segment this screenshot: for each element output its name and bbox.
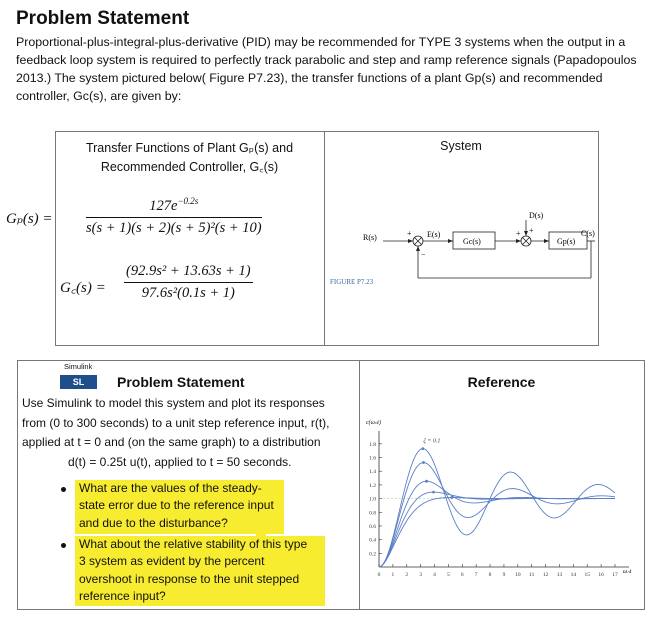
controller-label: Gc(s) [463,237,481,246]
x-tick-label: 16 [598,572,604,578]
response-curve [379,498,615,567]
gp-lhs: Gₚ(s) = [6,211,53,227]
svg-text:−: − [421,250,426,259]
x-tick-label: 5 [447,572,450,578]
gc-lhs: G꜀(s) = [60,280,106,296]
x-tick-label: 14 [570,572,577,578]
x-tick-label: 12 [542,572,549,578]
response-curve [379,463,615,567]
left-column-header: Transfer Functions of Plant Gₚ(s) and Recommended Controller, G꜀(s) [85,141,294,174]
x-tick-label: 11 [529,572,535,578]
response-curve [379,492,615,567]
question-2: What about the relative stability of this type 3 system as evident by the percent overshoot in response to the unit stepped reference input? [79,537,308,604]
y-tick-label: 0.4 [369,537,376,544]
plant-label: Gp(s) [557,237,576,246]
step-response-chart [360,425,642,585]
gp-numerator: $127e^{-0.2s}$ [86,196,262,218]
figure-label: FIGURE P7.23 [330,278,374,286]
bullet-dot [61,487,66,492]
page-title: Problem Statement [16,8,190,29]
sl-badge: SL [60,375,97,389]
peak-marker [425,480,428,483]
y-tick-label: 1.0 [369,496,376,503]
output-label: C(s) [581,229,595,238]
x-tick-label: 3 [419,572,423,578]
x-tick-label: 0 [377,572,381,578]
y-tick-label: 0.8 [369,510,376,517]
reference-header: Reference [467,374,536,390]
disturbance-label: D(s) [529,211,544,220]
x-tick-label: 4 [433,572,436,578]
error-label: E(s) [427,230,441,239]
x-tick-label: 7 [474,572,478,578]
gc-numerator: (92.9s² + 13.63s + 1) [124,263,253,283]
peak-marker [422,461,425,464]
gp-fraction [86,196,262,237]
svg-text:+: + [529,226,534,235]
y-tick-label: 0.6 [369,523,376,530]
zeta-annotation: ζ = 0.1 [423,438,441,445]
x-tick-label: 15 [584,572,590,578]
x-tick-label: 13 [556,572,563,578]
y-tick-label: 1.2 [369,482,376,489]
bullet-dot [61,543,66,548]
intro-paragraph: Proportional-plus-integral-plus-derivative (PID) may be recommended for TYPE 3 systems when the output in a feedback loop system is required to perfectly track parabolic and step and ramp reference signals (Papadopoulos 2013.) The system pictured below( Figure P7.23), the transfer functions of a plant Gp(s) and recommended controller, Gc(s), are given by: [16,35,637,103]
gp-denominator: s(s + 1)(s + 2)(s + 5)²(s + 10) [86,219,262,236]
x-tick-label: 2 [405,572,409,578]
y-tick-label: 1.4 [369,469,376,476]
simulink-label: Simulink [64,362,93,371]
gc-denominator: 97.6s²(0.1s + 1) [141,285,235,301]
x-tick-label: 10 [515,572,521,578]
chart-xlabel: ωₙt [623,569,632,575]
svg-text:+: + [516,229,521,238]
gc-fraction [124,263,253,302]
peak-marker [450,496,453,499]
x-tick-label: 17 [612,572,618,578]
task-text: Use Simulink to model this system and plot its responses from (0 to 300 seconds) to a unit step reference input, r(t), applied at t = 0 and (on the same graph) to a distribution d(t) = 0.25t u(t), applied to t = 50 seconds. [22,396,330,469]
x-tick-label: 1 [391,572,395,578]
y-tick-label: 1.8 [369,441,376,448]
peak-marker [432,491,435,494]
x-tick-label: 6 [460,572,464,578]
right-column-header: System [440,139,482,153]
task-header: Problem Statement [117,374,245,390]
peak-marker [421,447,424,450]
y-tick-label: 1.6 [369,455,376,462]
response-curve [379,481,615,567]
y-tick-label: 0.2 [369,551,376,558]
chart-ylabel: c(ωₙt) [366,420,381,426]
response-curve [379,449,615,567]
question-1: What are the values of the steady- state error due to the reference input and due to the disturbance? [79,481,274,530]
input-label: R(s) [363,233,377,242]
x-tick-label: 9 [502,572,506,578]
svg-text:+: + [407,229,412,238]
x-tick-label: 8 [488,572,492,578]
